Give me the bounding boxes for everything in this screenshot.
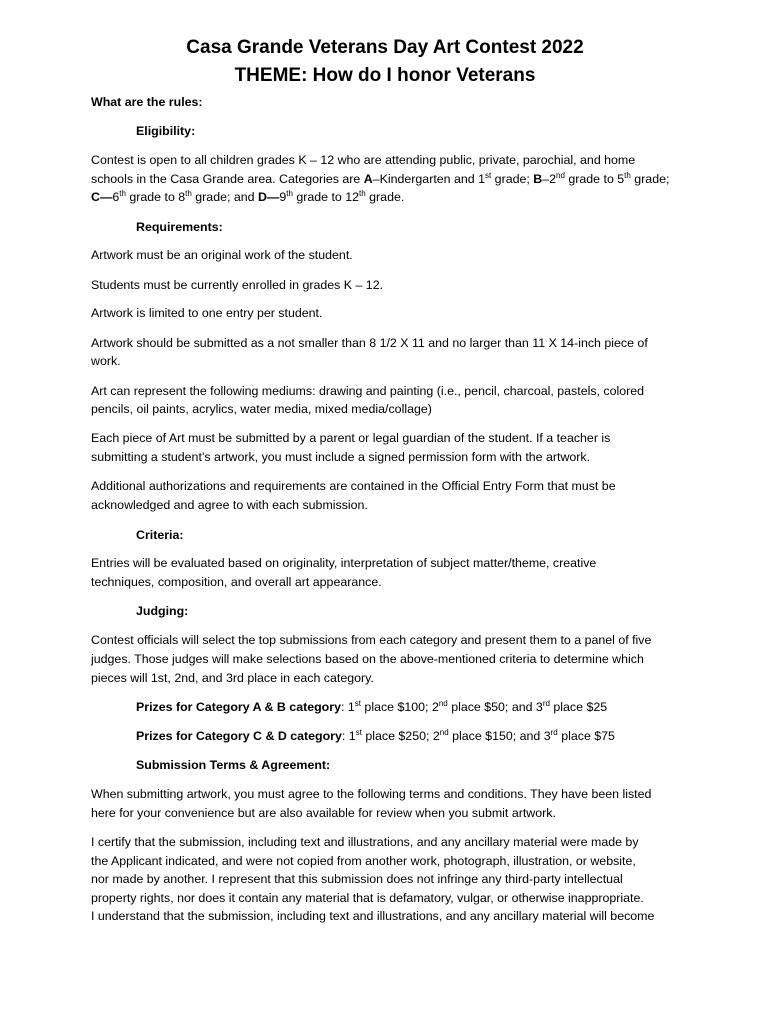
- requirement-6-line-2: submitting a student’s artwork, you must include a signed permission form with the artwork.: [91, 450, 591, 464]
- submission-line-4: the Applicant indicated, and were not copied from another work, photograph, illustration, or website,: [91, 854, 636, 868]
- judging-line-1: Contest officials will select the top submissions from each category and present them to a panel of five: [91, 633, 652, 647]
- judging-line-3: pieces will 1st, 2nd, and 3rd place in each category.: [91, 671, 374, 685]
- document-theme: THEME: How do I honor Veterans: [234, 65, 536, 86]
- eligibility-line-2: schools in the Casa Grande area. Categories are A–Kindergarten and 1st grade; B–2nd grade to 5th grade;: [91, 170, 670, 186]
- submission-line-3: I certify that the submission, including text and illustrations, and any ancillary material were made by: [91, 835, 639, 849]
- submission-heading: Submission Terms & Agreement:: [136, 758, 331, 772]
- requirement-4-line-2: work.: [91, 354, 121, 368]
- submission-line-2: here for your convenience but are also available for review when you submit artwork.: [91, 806, 556, 820]
- prizes-category-ab: Prizes for Category A & B category: 1st place $100; 2nd place $50; and 3rd place $25: [136, 698, 608, 714]
- requirement-5-line-2: pencils, oil paints, acrylics, water media, mixed media/collage): [91, 402, 432, 416]
- requirement-3: Artwork is limited to one entry per student.: [91, 306, 323, 320]
- eligibility-line-1: Contest is open to all children grades K – 12 who are attending public, private, parochial, and home: [91, 153, 636, 167]
- requirement-4-line-1: Artwork should be submitted as a not smaller than 8 1/2 X 11 and no larger than 11 X 14-inch piece of: [91, 336, 648, 350]
- criteria-line-2: techniques, composition, and overall art appearance.: [91, 575, 382, 589]
- requirement-6-line-1: Each piece of Art must be submitted by a parent or legal guardian of the student. If a teacher is: [91, 431, 611, 445]
- requirements-heading: Requirements:: [136, 220, 223, 234]
- submission-line-1: When submitting artwork, you must agree to the following terms and conditions. They have been listed: [91, 787, 652, 801]
- judging-heading: Judging:: [136, 604, 189, 618]
- requirement-1: Artwork must be an original work of the student.: [91, 248, 353, 262]
- eligibility-line-3: C—6th grade to 8th grade; and D—9th grade to 12th grade.: [91, 188, 405, 204]
- submission-line-7: I understand that the submission, including text and illustrations, and any ancillary material will become: [91, 909, 655, 923]
- submission-line-6: property rights, nor does it contain any material that is defamatory, vulgar, or otherwise inappropriate.: [91, 891, 644, 905]
- rules-heading: What are the rules:: [91, 95, 203, 109]
- judging-line-2: judges. Those judges will make selections based on the above-mentioned criteria to determine which: [91, 652, 644, 666]
- document-title: Casa Grande Veterans Day Art Contest 2022: [186, 37, 584, 58]
- submission-line-5: nor made by another. I represent that this submission does not infringe any third-party intellectual: [91, 872, 623, 886]
- criteria-line-1: Entries will be evaluated based on originality, interpretation of subject matter/theme, creative: [91, 556, 597, 570]
- criteria-heading: Criteria:: [136, 528, 184, 542]
- requirement-7-line-1: Additional authorizations and requirements are contained in the Official Entry Form that must be: [91, 479, 616, 493]
- requirement-2: Students must be currently enrolled in grades K – 12.: [91, 278, 384, 292]
- requirement-7-line-2: acknowledged and agree to with each submission.: [91, 498, 368, 512]
- eligibility-heading: Eligibility:: [136, 124, 196, 138]
- prizes-category-cd: Prizes for Category C & D category: 1st place $250; 2nd place $150; and 3rd place $75: [136, 727, 615, 743]
- requirement-5-line-1: Art can represent the following mediums: drawing and painting (i.e., pencil, charcoal, pastels, colored: [91, 384, 645, 398]
